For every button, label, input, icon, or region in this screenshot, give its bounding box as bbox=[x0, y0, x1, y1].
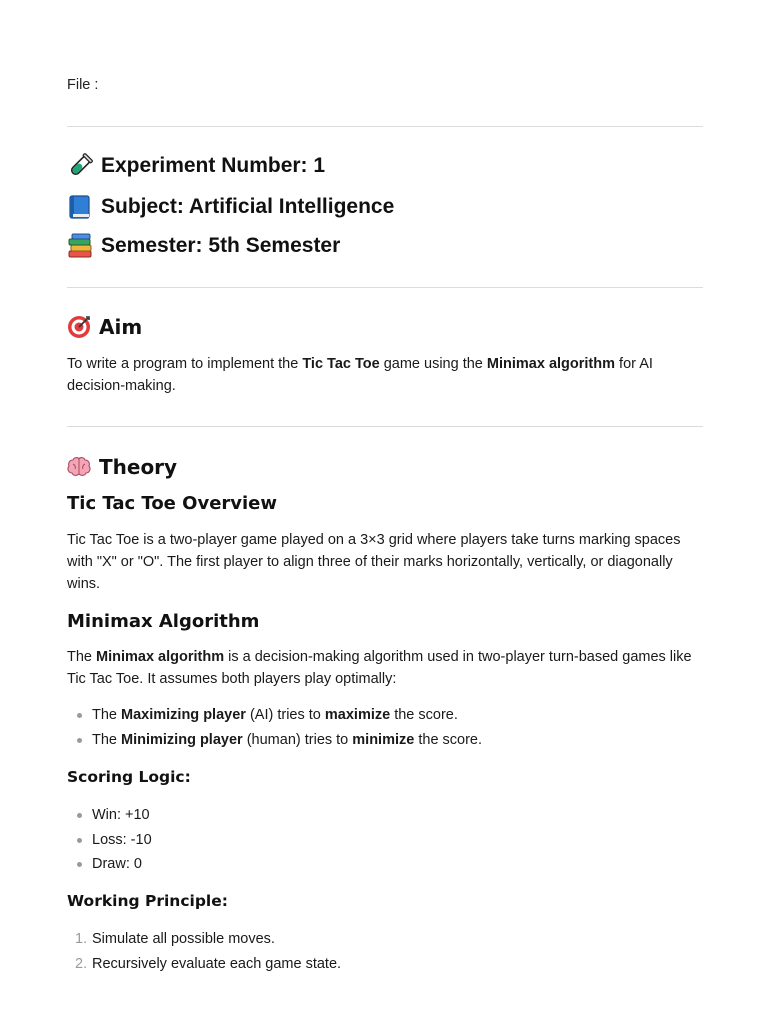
list-item bbox=[67, 703, 703, 728]
aim-heading bbox=[67, 315, 142, 339]
list-bold: Maximizing player bbox=[121, 707, 246, 723]
aim-bold-algorithm: Minimax algorithm bbox=[486, 356, 616, 372]
divider bbox=[67, 426, 703, 427]
overview-text: Tic Tac Toe is a two-player game played on a 3×3 grid where players take turns marking spaces with "X" or "O". The first player to align three of their marks horizontally, vertically, or diagonally wins. bbox=[67, 532, 681, 592]
divider bbox=[67, 287, 703, 288]
step-number: 2. bbox=[75, 955, 88, 972]
target-icon bbox=[67, 315, 91, 339]
list-text: (human) tries to bbox=[242, 731, 353, 748]
scoring-colon: : bbox=[184, 768, 191, 786]
list-text: (AI) tries to bbox=[245, 707, 325, 723]
divider bbox=[67, 126, 703, 127]
list-item: Draw: 0 bbox=[67, 852, 703, 877]
list-text: The bbox=[92, 707, 122, 723]
minimax-text-part: is a decision-making algorithm used in two-player turn-based games like Tic Tac Toe. It assumes both players play optimally: bbox=[67, 649, 692, 687]
theory-heading bbox=[67, 455, 177, 479]
scoring-list bbox=[67, 803, 703, 877]
working-colon: : bbox=[221, 892, 228, 910]
list-text: The bbox=[92, 731, 122, 748]
working-heading bbox=[67, 892, 228, 910]
aim-title: Aim bbox=[99, 315, 143, 339]
list-item bbox=[67, 927, 703, 952]
players-list bbox=[67, 703, 703, 752]
semester-text: Semester: 5th Semester bbox=[101, 234, 341, 257]
list-item bbox=[67, 952, 703, 977]
list-bold: Minimizing player bbox=[121, 731, 243, 748]
books-stack-icon bbox=[67, 233, 93, 259]
semester-heading bbox=[67, 233, 340, 259]
file-label: File : bbox=[67, 77, 99, 93]
aim-text bbox=[67, 353, 703, 397]
list-item: Loss: -10 bbox=[67, 828, 703, 853]
step-text: Recursively evaluate each game state. bbox=[92, 955, 342, 972]
step-number: 1. bbox=[75, 931, 88, 947]
steps-list bbox=[67, 927, 703, 976]
step-text: Simulate all possible moves. bbox=[92, 931, 275, 947]
aim-bold-game: Tic Tac Toe bbox=[302, 356, 380, 372]
minimax-text-part: The bbox=[67, 649, 97, 665]
list-bold: maximize bbox=[324, 707, 391, 723]
minimax-heading: Minimax Algorithm bbox=[67, 611, 260, 632]
overview-heading: Tic Tac Toe Overview bbox=[67, 493, 278, 514]
working-title: Working Principle bbox=[67, 892, 222, 910]
test-tube-icon bbox=[67, 153, 93, 179]
brain-icon bbox=[67, 455, 91, 479]
list-item bbox=[67, 728, 703, 753]
scoring-title: Scoring Logic bbox=[67, 768, 185, 786]
list-text: the score. bbox=[414, 731, 483, 748]
minimax-bold: Minimax algorithm bbox=[96, 649, 225, 665]
experiment-number: Experiment Number: 1 bbox=[101, 154, 326, 177]
aim-text-part: for AI decision-making. bbox=[67, 356, 653, 394]
aim-text-part: game using the bbox=[379, 356, 487, 372]
blue-book-icon bbox=[67, 194, 93, 220]
minimax-text bbox=[67, 646, 703, 690]
experiment-heading bbox=[67, 153, 325, 179]
theory-title: Theory bbox=[99, 455, 178, 479]
scoring-heading bbox=[67, 768, 191, 786]
list-item: Win: +10 bbox=[67, 803, 703, 828]
list-text: the score. bbox=[390, 707, 458, 723]
subject-heading bbox=[67, 194, 394, 220]
aim-text-part: To write a program to implement the bbox=[67, 356, 303, 372]
list-bold: minimize bbox=[352, 731, 415, 748]
subject-text: Subject: Artificial Intelligence bbox=[101, 195, 395, 218]
